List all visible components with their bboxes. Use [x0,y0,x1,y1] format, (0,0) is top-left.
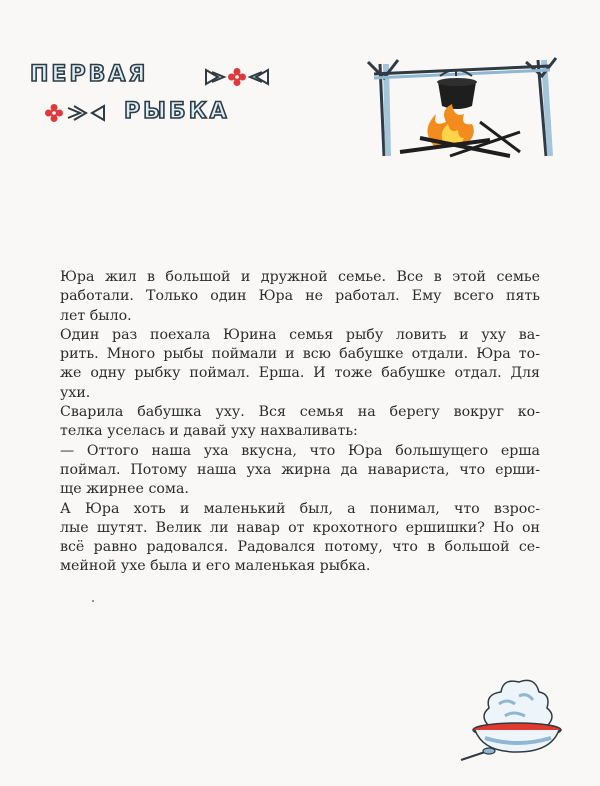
text-line: Один раз поехала Юрина семья рыбу ловить и уху ва- [60,326,540,343]
text-line: мейной ухе была и его маленькая рыбка. [60,558,371,575]
steaming-bowl-with-spoon-icon [455,668,565,768]
campfire-with-kettle-icon [360,52,560,164]
text-line: А Юра хоть и маленький был, а понимал, что взрос- [60,500,540,517]
text-line: лые шутят. Велик ли навар от крохотного ершишки? Но он [60,519,540,536]
story-text [60,268,540,577]
text-line: поймал. Потому наша уха жирна да навариста, что ерши- [60,461,540,478]
text-line: — Оттого наша уха вкусна, что Юра большущего ерша [60,442,540,459]
fish-flower-ornament-icon [204,66,270,88]
text-line: всё равно радовался. Радовался потому, что в большой се- [60,539,540,556]
text-line: ухи. [60,384,91,401]
text-line: работали. Только один Юра не работал. Ему всего пять [60,288,540,305]
text-line: рить. Много рыбы поймали и всю бабушке отдали. Юра то- [60,346,540,363]
text-line: Юра жил в большой и дружной семье. Все в этой семье [60,269,540,285]
text-line: телка уселась и давай уху нахваливать: [60,423,358,440]
ink-speck [92,600,94,602]
title-line-2: РЫБКА [124,99,230,124]
text-line: ще жирнее сома. [60,481,189,498]
title-line-1: ПЕРВАЯ [30,62,149,87]
text-line: Сварила бабушка уху. Вся семья на берегу вокруг ко- [60,404,540,421]
text-line: же одну рыбку поймал. Ерша. И тоже бабушке отдал. Для [60,365,540,382]
fish-flower-ornament-icon [40,102,106,124]
text-line: лет было. [60,307,132,324]
